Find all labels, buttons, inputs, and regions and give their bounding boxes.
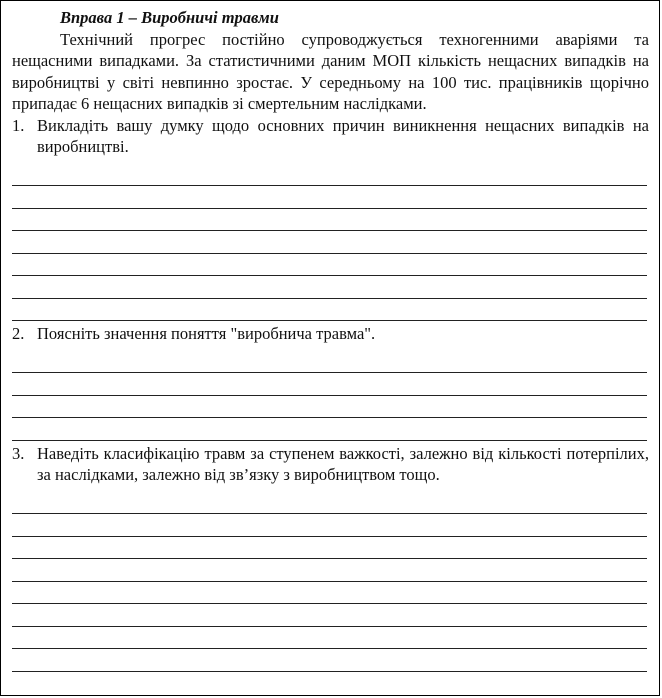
answer-line[interactable] xyxy=(12,492,647,515)
answer-lines xyxy=(12,351,649,441)
exercise-intro: Технічний прогрес постійно супроводжується техногенними аваріями та нещасними випадками. За статистичними даним МОП кількість нещасних випадків на виробництві у світі невпинно зростає. У середньому на 100 тис. працівників щорічно припадає 6 нещасних випадків зі смертельним наслідками. xyxy=(12,29,649,113)
question-number: 2. xyxy=(12,324,25,343)
question-text: Наведіть класифікацію травм за ступенем важкості, залежно від кількості потерпілих, за наслідками, залежно від зв’язку з виробництвом тощо. xyxy=(37,443,649,484)
question-number: 3. xyxy=(12,443,25,463)
answer-line[interactable] xyxy=(12,582,647,605)
exercise-title: Вправа 1 – Виробничі травми xyxy=(60,8,279,27)
answer-line[interactable] xyxy=(12,418,647,441)
answer-line[interactable] xyxy=(12,537,647,560)
answer-line[interactable] xyxy=(12,209,647,232)
answer-lines xyxy=(12,492,649,672)
question-block xyxy=(12,443,649,672)
answer-line[interactable] xyxy=(12,231,647,254)
question-1 xyxy=(12,115,649,158)
answer-line[interactable] xyxy=(12,559,647,582)
question-number: 1. xyxy=(12,115,25,135)
question-2 xyxy=(12,323,649,345)
answer-lines xyxy=(12,164,649,322)
answer-line[interactable] xyxy=(12,627,647,650)
answer-line[interactable] xyxy=(12,164,647,187)
answer-line[interactable] xyxy=(12,299,647,322)
worksheet-content xyxy=(12,7,649,672)
answer-line[interactable] xyxy=(12,186,647,209)
answer-line[interactable] xyxy=(12,373,647,396)
answer-line[interactable] xyxy=(12,254,647,277)
answer-line[interactable] xyxy=(12,396,647,419)
answer-line[interactable] xyxy=(12,604,647,627)
question-block xyxy=(12,115,649,322)
answer-line[interactable] xyxy=(12,514,647,537)
answer-line[interactable] xyxy=(12,276,647,299)
answer-line[interactable] xyxy=(12,351,647,374)
question-text: Поясніть значення поняття "виробнича травма". xyxy=(37,324,376,343)
question-text: Викладіть вашу думку щодо основних причин виникнення нещасних випадків на виробництві. xyxy=(37,115,649,156)
question-3 xyxy=(12,443,649,486)
question-block xyxy=(12,323,649,441)
answer-line[interactable] xyxy=(12,649,647,672)
